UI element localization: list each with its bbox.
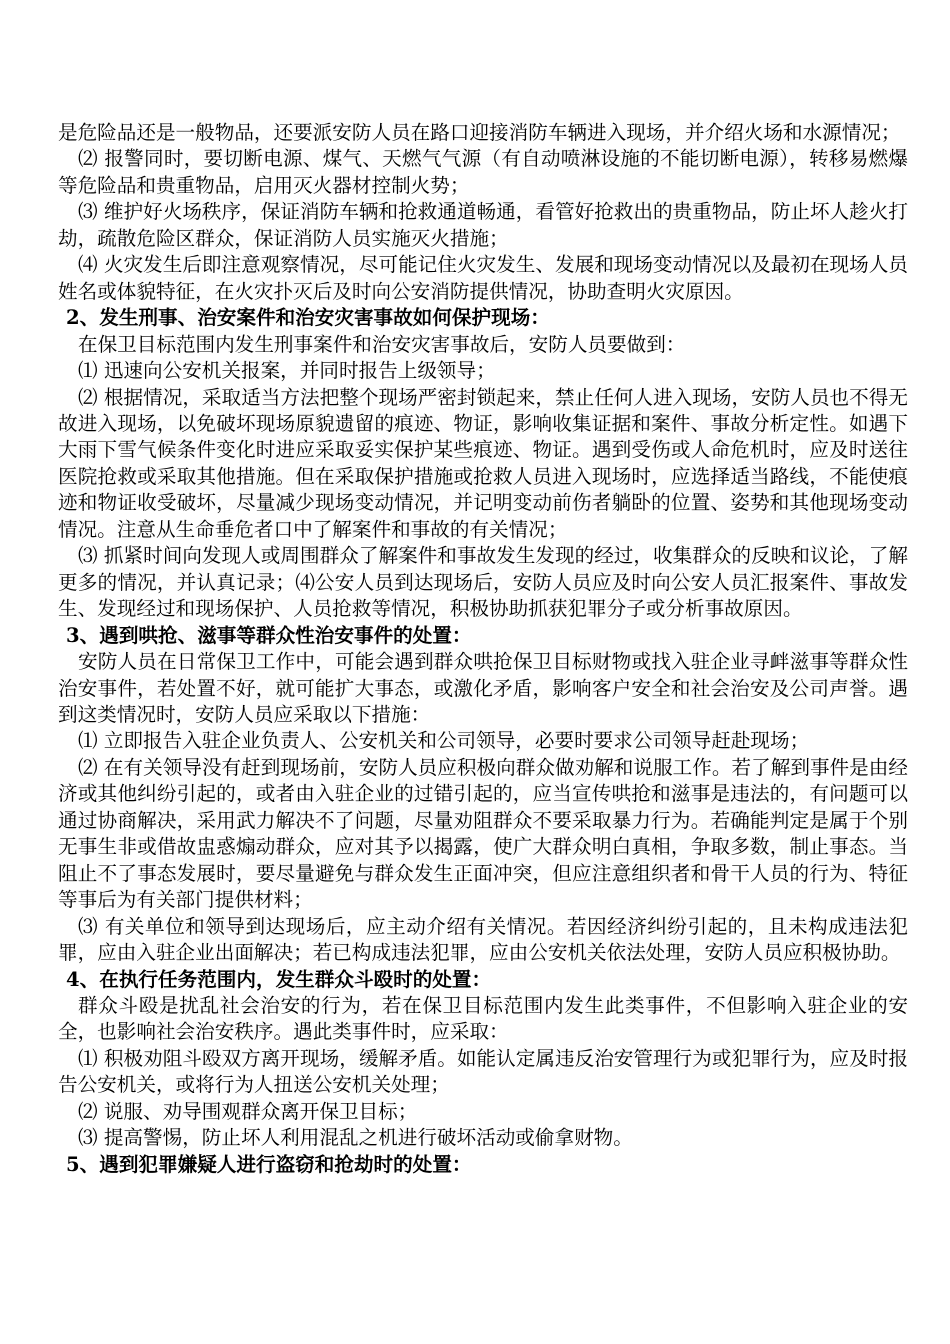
paragraph-item: ⑵ 根据情况，采取适当方法把整个现场严密封锁起来，禁止任何人进入现场，安防人员也不得无故进入现场，以免破坏现场原貌遗留的痕迹、物证，影响收集证据和案件、事故分析定性。如遇下大雨下雪气候条件变化时进应采取妥实保护某些痕迹、物证。遇到受伤或人命危机时，应及时送往医院抢救或采取其他措施。但在采取保护措施或抢救人员进入现场时，应选择适当路线，不能使痕迹和物证收受破坏，尽量减少现场变动情况，并记明变动前伤者躺卧的位置、姿势和其他现场变动情况。注意从生命垂危者口中了解案件和事故的有关情况；	[58, 385, 908, 541]
paragraph-continuation: 是危险品还是一般物品，还要派安防人员在路口迎接消防车辆进入现场，并介绍火场和水源情况；	[58, 121, 901, 144]
section-heading-4: 4、在执行任务范围内，发生群众斗殴时的处置：	[66, 967, 492, 991]
paragraph-item: ⑵ 报警同时，要切断电源、煤气、天燃气气源（有自动喷淋设施的不能切断电源），转移易燃爆等危险品和贵重物品，启用灭火器材控制火势；	[58, 147, 908, 197]
paragraph-item: ⑴ 迅速向公安机关报案，并同时报告上级领导；	[78, 359, 496, 383]
paragraph-item: ⑴ 立即报告入驻企业负责人、公安机关和公司领导，必要时要求公司领导赶赴现场；	[78, 729, 810, 753]
paragraph-item: 群众斗殴是扰乱社会治安的行为，若在保卫目标范围内发生此类事件，不但影响入驻企业的安全，也影响社会治安秩序。遇此类事件时，应采取：	[58, 993, 908, 1044]
paragraph-item: ⑴ 积极劝阻斗殴双方离开现场，缓解矛盾。如能认定属违反治安管理行为或犯罪行为，应及时报告公安机关，或将行为人扭送公安机关处理；	[58, 1046, 908, 1097]
paragraph-item: 安防人员在日常保卫工作中，可能会遇到群众哄抢保卫目标财物或找入驻企业寻衅滋事等群众性治安事件，若处置不好，就可能扩大事态，或激化矛盾，影响客户安全和社会治安及公司声誉。遇到这类情况时，安防人员应采取以下措施：	[58, 650, 908, 726]
paragraph-item: ⑶ 抓紧时间向发现人或周围群众了解案件和事故发生发现的经过，收集群众的反映和议论，了解更多的情况，并认真记录；⑷公安人员到达现场后，安防人员应及时向公安人员汇报案件、事故发生、发现经过和现场保护、人员抢救等情况，积极协助抓获犯罪分子或分析事故原因。	[58, 544, 908, 621]
section-heading-5: 5、遇到犯罪嫌疑人进行盗窃和抢劫时的处置：	[66, 1152, 472, 1176]
section-heading-3: 3、遇到哄抢、滋事等群众性治安事件的处置：	[66, 623, 472, 647]
paragraph-item: ⑶ 提高警惕，防止坏人利用混乱之机进行破坏活动或偷拿财物。	[78, 1126, 633, 1150]
paragraph-item: ⑵ 说服、劝导围观群众离开保卫目标；	[78, 1099, 418, 1123]
paragraph-item: 在保卫目标范围内发生刑事案件和治安灾害事故后，安防人员要做到：	[78, 332, 686, 356]
paragraph-item: ⑵ 在有关领导没有赶到现场前，安防人员应积极向群众做劝解和说服工作。若了解到事件是由经济或其他纠纷引起的，或者由入驻企业的过错引起的，应当宣传哄抢和滋事是违法的，有问题可以通过协商解决，采用武力解决不了问题，尽量劝阻群众不要采取暴力行为。若确能判定是属于个别无事生非或借故盅惑煽动群众，应对其予以揭露，使广大群众明白真相，争取多数，制止事态。当阻止不了事态发展时，要尽量避免与群众发生正面冲突，但应注意组织者和骨干人员的行为、特征等事后为有关部门提供材料；	[58, 755, 908, 912]
paragraph-item: ⑶ 有关单位和领导到达现场后，应主动介绍有关情况。若因经济纠纷引起的，且未构成违法犯罪，应由入驻企业出面解决；若已构成违法犯罪，应由公安机关依法处理，安防人员应积极协助。	[58, 914, 908, 965]
document-body	[58, 120, 908, 1178]
section-heading-2: 2、发生刑事、治安案件和治安灾害事故如何保护现场：	[66, 306, 550, 330]
paragraph-item: ⑷ 火灾发生后即注意观察情况，尽可能记住火灾发生、发展和现场变动情况以及最初在现场人员姓名或体貌特征，在火灾扑灭后及时向公安消防提供情况，协助查明火灾原因。	[58, 253, 908, 303]
paragraph-item: ⑶ 维护好火场秩序，保证消防车辆和抢救通道畅通，看管好抢救出的贵重物品，防止坏人趁火打劫，疏散危险区群众，保证消防人员实施灭火措施；	[58, 200, 908, 250]
